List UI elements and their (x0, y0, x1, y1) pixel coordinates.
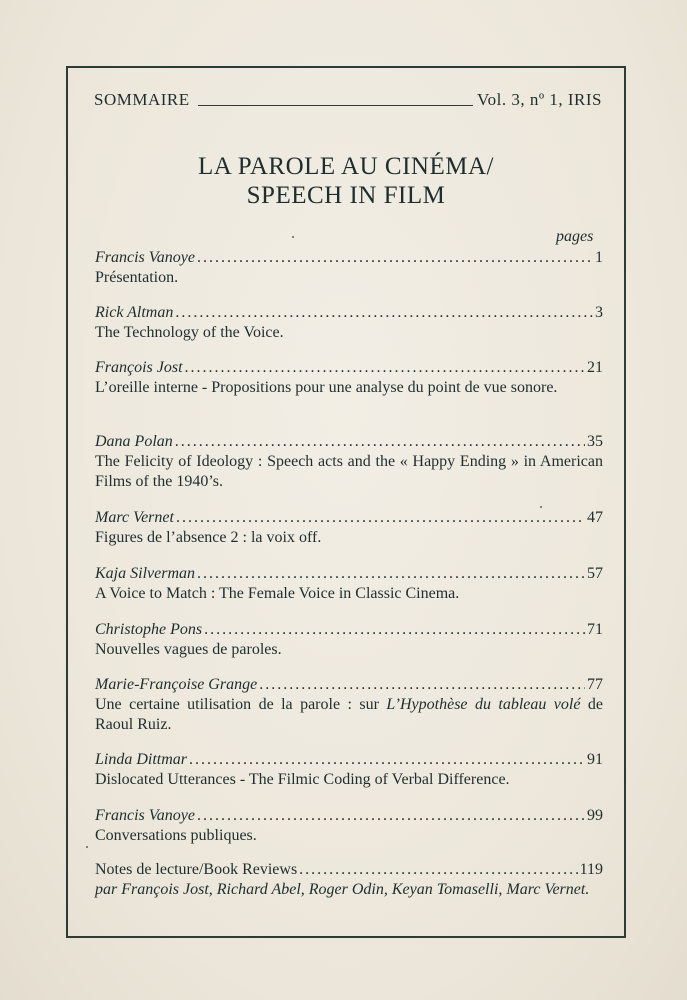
notes-label: Notes de lecture/Book Reviews (95, 861, 298, 878)
notes-page: 119 (579, 861, 603, 878)
entry-page: 21 (587, 359, 603, 376)
entry-title: Nouvelles vagues de paroles. (95, 641, 282, 658)
leader-dots (197, 248, 593, 268)
entry-author: Francis Vanoye (95, 249, 195, 266)
entry-author: Christophe Pons (95, 621, 203, 638)
list-item (95, 303, 603, 343)
entry-title: Conversations publiques. (95, 827, 257, 844)
entry-title-prefix: Une certaine utilisation de la parole : sur (95, 696, 387, 713)
leader-dots (259, 675, 585, 695)
entry-page: 91 (587, 751, 603, 768)
entry-page: 77 (587, 676, 603, 693)
leader-dots (175, 432, 585, 452)
leader-dots (197, 564, 585, 584)
header-rule (198, 105, 473, 106)
entry-title: The Felicity of Ideology : Speech acts and the « Happy Ending » in American Films of the 1940’s. (95, 453, 603, 490)
list-item (95, 806, 603, 846)
paper-speck (292, 236, 294, 238)
entry-page: 47 (587, 509, 603, 526)
leader-dots (175, 303, 593, 323)
entry-title-film: L’Hypothèse du tableau volé (386, 696, 581, 713)
list-item (95, 675, 603, 735)
list-item (95, 564, 603, 604)
list-item (95, 358, 603, 398)
issue-title-line-1: LA PAROLE AU CINÉMA/ (198, 153, 494, 180)
leader-dots (299, 860, 577, 880)
entry-author: Francis Vanoye (95, 807, 195, 824)
header-volume: Vol. 3, nº 1, IRIS (477, 90, 602, 109)
entry-author: Linda Dittmar (95, 751, 188, 768)
paper-speck (540, 506, 542, 508)
entry-author: François Jost (95, 359, 183, 376)
paper-speck (86, 846, 88, 848)
entry-title: Présentation. (95, 269, 179, 286)
header-sommaire: SOMMAIRE (94, 90, 190, 109)
leader-dots (185, 358, 585, 378)
entry-title: Figures de l’absence 2 : la voix off. (95, 529, 322, 546)
list-item (95, 508, 603, 548)
entry-author: Rick Altman (95, 304, 174, 321)
entry-title-suffix: de Raoul Ruiz. (95, 696, 604, 733)
entry-author: Marie-Françoise Grange (95, 676, 258, 693)
entry-page: 57 (587, 565, 603, 582)
notes-entry (95, 860, 603, 900)
issue-title-line-2: SPEECH IN FILM (246, 182, 446, 209)
pages-label: pages (556, 228, 594, 245)
list-item (95, 620, 603, 660)
entry-page: 1 (595, 249, 603, 266)
issue-title (66, 152, 626, 210)
entry-title: A Voice to Match : The Female Voice in Classic Cinema. (95, 585, 460, 602)
entry-author: Dana Polan (95, 433, 173, 450)
entry-title (95, 695, 603, 735)
leader-dots (204, 620, 585, 640)
leader-dots (197, 806, 585, 826)
list-item (95, 248, 603, 288)
entry-title: The Technology of the Voice. (95, 324, 284, 341)
entry-author: Marc Vernet (95, 509, 174, 526)
leader-dots (189, 750, 585, 770)
list-item (95, 432, 603, 492)
entry-page: 71 (587, 621, 603, 638)
entry-page: 35 (587, 433, 603, 450)
entry-title: Dislocated Utterances - The Filmic Coding of Verbal Difference. (95, 771, 510, 788)
list-item (95, 750, 603, 790)
leader-dots (176, 508, 585, 528)
notes-contributors: par François Jost, Richard Abel, Roger Odin, Keyan Tomaselli, Marc Vernet. (95, 881, 590, 898)
entry-page: 99 (587, 807, 603, 824)
contents-header (94, 88, 602, 110)
entry-page: 3 (595, 304, 603, 321)
entry-title: L’oreille interne - Propositions pour une analyse du point de vue sonore. (95, 379, 558, 396)
entry-author: Kaja Silverman (95, 565, 195, 582)
